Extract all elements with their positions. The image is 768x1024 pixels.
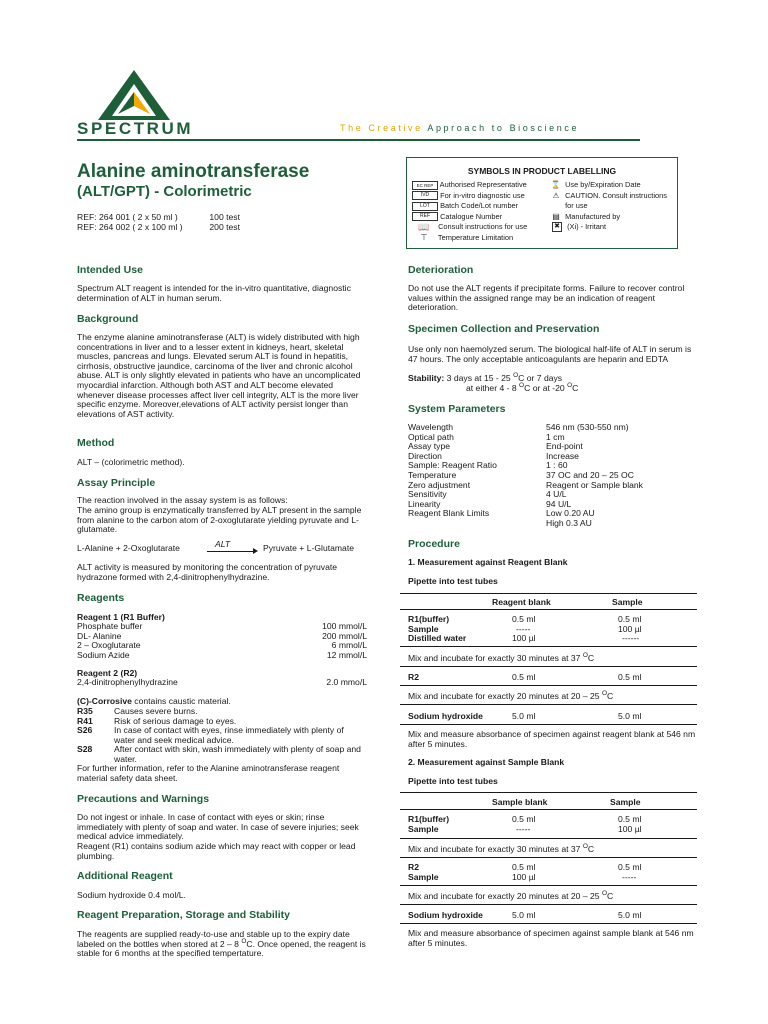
param-name: Reagent Blank Limits (408, 508, 490, 519)
table1-r2-row (408, 672, 698, 682)
table1-mix-step-1: Mix and incubate for exactly 30 minutes at 37 $^O$C (408, 652, 595, 663)
spectrum-logo-icon (98, 70, 170, 120)
stability-part: C or at -20 (524, 382, 568, 393)
intended-use-text: Spectrum ALT reagent is intended for the in-vitro quantitative, diagnostic determination of ALT in human serum. (77, 283, 351, 303)
symbol-label: Temperature Limitation (437, 232, 514, 242)
table2-rule (400, 857, 697, 858)
param-name (408, 519, 546, 529)
risk-row (77, 745, 367, 764)
tagline-rest: Approach to Bioscience (427, 123, 580, 133)
row-label: Sample (408, 823, 439, 834)
symbol-label: Catalogue Number (440, 211, 503, 221)
spectrum-logo (98, 70, 170, 120)
heading-procedure: Procedure (408, 538, 460, 550)
param-value: End-point (546, 441, 583, 452)
cell-reagent-blank: 100 µl (512, 633, 536, 643)
risk-text: Causes severe burns. (114, 706, 198, 716)
ivd-icon: IVD (412, 191, 438, 200)
assay-intro-text: The reaction involved in the assay system is as follows: (77, 495, 288, 505)
risk-code: S26 (77, 725, 93, 736)
param-value: 4 U/L (546, 489, 567, 500)
reagent2-list (77, 678, 367, 688)
degree-symbol: O (582, 652, 588, 660)
table2-body (408, 815, 698, 834)
param-row (408, 519, 698, 529)
reagent-name: Sodium Azide (77, 649, 130, 660)
heading-reagents: Reagents (77, 592, 125, 604)
cell-sample: 5.0 ml (618, 711, 642, 721)
degree-symbol: O (241, 937, 247, 945)
pipette-instruction-2: Pipette into test tubes (408, 776, 498, 786)
cell-sample-blank: 100 µl (512, 871, 536, 882)
reagent1-list (77, 622, 367, 660)
cell-sample: ------ (622, 633, 640, 643)
cell-sample: 0.5 ml (618, 814, 642, 824)
reagent-value: 6 mmol/L (331, 640, 367, 651)
reagent-name: 2,4-dinitrophenylhydrazine (77, 677, 178, 687)
param-value: 1 cm (546, 431, 565, 442)
degree-symbol: O (601, 690, 608, 698)
symbol-label: Batch Code/Lot number (440, 201, 519, 210)
heading-specimen: Specimen Collection and Preservation (408, 323, 600, 335)
symbol-label: Manufactured by (565, 211, 621, 221)
symbol-label: Use by/Expiration Date (565, 180, 641, 189)
symbols-box (406, 157, 678, 249)
row-label: R1(buffer) (408, 814, 450, 824)
corrosive-label: (C)-Corrosive (77, 696, 132, 706)
symbol-row (412, 212, 527, 223)
symbol-label: Consult instructions for use (438, 222, 528, 231)
hourglass-icon: ⌛ (551, 180, 561, 189)
param-name: Optical path (408, 431, 454, 442)
table2-col-sample: Sample (610, 797, 641, 807)
ref-row-2 (77, 223, 240, 233)
row-label: Distilled water (408, 633, 467, 643)
symbol-label: For in-vitro diagnostic use (440, 190, 525, 200)
table2-rule (400, 885, 697, 886)
cell-reagent-blank: 0.5 ml (512, 614, 536, 624)
product-title: Alanine aminotransferase (77, 161, 310, 182)
symbol-row (412, 180, 527, 191)
symbol-row (549, 180, 667, 191)
param-name: Direction (408, 450, 442, 461)
cell-sample-blank: 5.0 ml (512, 910, 536, 920)
cell-sample: 100 µl (618, 623, 642, 634)
tagline (340, 123, 579, 133)
symbol-row (412, 201, 527, 212)
reagent-row (77, 678, 367, 688)
ec-rep-icon: EC REP (412, 181, 438, 190)
ref-code: REF: 264 001 ( 2 x 50 ml ) (77, 212, 178, 222)
table1-col-sample: Sample (612, 597, 643, 607)
degree-symbol: O (519, 381, 525, 389)
row-label: Sample (408, 623, 439, 634)
table1-col-reagent-blank: Reagent blank (492, 597, 551, 607)
row-label: R1(buffer) (408, 614, 450, 624)
heading-precautions: Precautions and Warnings (77, 793, 210, 805)
symbol-row (549, 201, 667, 212)
table2-r2-block (408, 863, 698, 882)
table1-rule (400, 646, 697, 647)
param-name: Temperature (408, 469, 457, 480)
reaction-arrow-icon (207, 551, 255, 552)
table1-rule (400, 704, 697, 705)
precautions-text: Do not ingest or inhale. In case of contact with eyes or skin; rinse immediately with plenty of soap and water. In case of severe injuries; seek medical advice immediately. (77, 812, 359, 842)
row-label: Sample (408, 871, 439, 882)
param-value: 1 : 60 (546, 460, 568, 471)
system-parameters-list (408, 423, 698, 529)
table2-measure-text: Mix and measure absorbance of specimen against sample blank at 546 nm after 5 minutes. (408, 928, 694, 948)
warning-icon: ⚠ (552, 190, 560, 200)
equation-right: Pyruvate + L-Glutamate (263, 543, 354, 553)
table-row (408, 634, 698, 644)
ref-code: REF: 264 002 ( 2 x 100 ml ) (77, 222, 183, 232)
param-name: Wavelength (408, 422, 454, 432)
reagent1-title: Reagent 1 (R1 Buffer) (77, 612, 165, 622)
reaction-arrowhead-icon (253, 548, 258, 554)
ref-icon: REF (412, 212, 438, 221)
symbol-row (412, 222, 527, 233)
header-divider (77, 139, 640, 141)
param-name: Assay type (408, 441, 451, 452)
reagent-name: 2 – Oxoglutarate (77, 640, 141, 651)
preparation-text (77, 930, 367, 959)
sodium-azide-warning: Reagent (R1) contains sodium azide which may react with copper or lead plumbing. (77, 841, 356, 861)
row-label: R2 (408, 862, 419, 872)
heading-intended-use: Intended Use (77, 264, 143, 276)
additional-reagent-text: Sodium hydroxide 0.4 mol/L. (77, 890, 186, 900)
mix-text: Mix and incubate for exactly 20 minutes at 20 – 25 (408, 691, 602, 701)
symbol-row (412, 233, 527, 244)
mix-text: Mix and incubate for exactly 30 minutes at 37 (408, 844, 583, 854)
table2-mix-step-1: Mix and incubate for exactly 30 minutes at 37 $^O$C (408, 843, 595, 854)
param-value: 37 OC and 20 – 25 OC (546, 469, 634, 480)
reagent-name: Phosphate buffer (77, 621, 143, 631)
cell-sample: 0.5 ml (618, 672, 642, 682)
product-subtitle (77, 183, 252, 200)
table1-rule (400, 685, 697, 686)
ref-qty: 200 test (209, 222, 240, 232)
background-text: The enzyme alanine aminotransferase (ALT) is widely distributed with high concentrations in liver and to a lesser extent in kidneys, heart, skeletal muscles, pancreas and lungs. Elevated serum ALT is found in hepatitis, cirrhosis, obstructive jaundice, carcinoma of the liver and chronic alcohol abuse. ALT is only slightly elevated in patients who have an uncomplicated myocardial infarction. Although both AST and ALT become elevated whenever disease processes affect liver cell integrity, ALT is the more liver specific enzyme. Moreover,elevations of ALT activity persist longer than elevations of AST activity. (77, 332, 361, 419)
cell-sample: 0.5 ml (618, 862, 642, 872)
assay-description-text: The amino group is enzymatically transferred by ALT present in the sample from alanine to the carbon atom of 2-oxoglutarate yielding pyruvate and L-glutamate. (77, 505, 362, 535)
reagent-row (77, 651, 367, 661)
method-text: ALT – (colorimetric method). (77, 457, 185, 467)
table1-header-rule (400, 609, 697, 610)
symbol-label: for use (565, 201, 588, 210)
risk-text: In case of contact with eyes, rinse immediately with plenty of water and seek medical advice. (114, 725, 344, 745)
stability-text (408, 374, 698, 393)
further-info-text: For further information, refer to the Alanine aminotransferase reagent material safety data sheet. (77, 763, 340, 783)
table-row (408, 863, 698, 873)
stability-part: C (572, 382, 579, 393)
table-row (408, 873, 698, 883)
reagent-value: 200 mmol/L (322, 630, 367, 641)
reagent-value: 12 mmol/L (326, 649, 367, 660)
symbol-row (549, 212, 667, 223)
degree-symbol: O (513, 372, 519, 380)
row-label: Sodium hydroxide (408, 910, 483, 920)
book-icon: 📖 (418, 221, 430, 232)
table2-top-rule (400, 792, 697, 793)
table1-rule (400, 666, 697, 667)
preparation-text-part: The reagents are supplied ready-to-use and stable up to the expiry date labeled on the bottles when stored at 2 – 8 (77, 929, 350, 949)
table2-rule (400, 838, 697, 839)
mix-text: Mix and incubate for exactly 20 minutes at 20 – 25 (408, 891, 602, 901)
param-name: Sample: Reagent Ratio (408, 460, 497, 471)
symbol-row (549, 191, 667, 202)
table1-naoh-row (408, 711, 698, 721)
procedure-1-title: 1. Measurement against Reagent Blank (408, 557, 568, 567)
risk-row (77, 726, 367, 745)
cell-reagent-blank: ----- (516, 623, 531, 634)
param-name: Sensitivity (408, 489, 447, 500)
symbol-row (412, 191, 527, 202)
heading-deterioration: Deterioration (408, 264, 474, 276)
lot-icon: LOT (412, 202, 438, 211)
symbols-left-column (412, 180, 527, 243)
cell-reagent-blank: 5.0 ml (512, 711, 536, 721)
risk-code: R35 (77, 706, 93, 716)
symbols-title: SYMBOLS IN PRODUCT LABELLING (467, 166, 617, 176)
tagline-creative: The Creative (340, 123, 423, 133)
risk-text: After contact with skin, wash immediately with plenty of soap and water. (114, 744, 361, 764)
factory-icon: ▤ (552, 211, 560, 221)
risk-text: Risk of serious damage to eyes. (114, 715, 237, 726)
cell-sample-blank: ----- (516, 823, 531, 834)
heading-assay-principle: Assay Principle (77, 477, 156, 489)
param-value: 546 nm (530-550 nm) (546, 422, 629, 432)
table-row (408, 825, 698, 835)
degree-symbol: O (567, 381, 573, 389)
table2-bottom-rule (400, 923, 697, 924)
stability-part: C or 7 days (518, 373, 563, 383)
specimen-text: Use only non haemolyzed serum. The biological half-life of ALT in serum is 47 hours. The only acceptable anticoagulants are heparin and EDTA (408, 344, 692, 364)
subtitle-method: - Colorimetric (154, 183, 252, 200)
row-label: Sodium hydroxide (408, 711, 483, 721)
reagent-value: 2.0 mmo/L (326, 677, 367, 687)
brand-name: SPECTRUM (77, 119, 194, 138)
heading-system-parameters: System Parameters (408, 403, 506, 415)
symbol-label: (Xi) - Irritant (567, 222, 607, 231)
table1-bottom-rule (400, 724, 697, 725)
cell-reagent-blank: 0.5 ml (512, 672, 536, 682)
param-name: Zero adjustment (408, 479, 471, 490)
assay-measure-text: ALT activity is measured by monitoring the concentration of pyruvate hydrazone formed with 2,4-dinitrophenylhydrazine. (77, 562, 338, 582)
risk-code: R41 (77, 715, 93, 726)
symbol-label: Authorised Representative (439, 180, 527, 189)
table-row (408, 815, 698, 825)
procedure-2-title: 2. Measurement against Sample Blank (408, 757, 565, 767)
table1-top-rule (400, 593, 697, 594)
cell-sample: ----- (622, 871, 637, 882)
heading-preparation-storage: Reagent Preparation, Storage and Stability (77, 909, 290, 921)
pipette-instruction-1: Pipette into test tubes (408, 576, 498, 586)
reagent-name: DL- Alanine (77, 630, 122, 641)
equation-enzyme: ALT (215, 539, 231, 549)
symbol-label: CAUTION. Consult instructions (565, 190, 667, 200)
stability-label: Stability: (408, 373, 445, 383)
equation-left: L-Alanine + 2-Oxoglutarate (77, 543, 180, 553)
ref-qty: 100 test (209, 212, 240, 222)
risk-code: S28 (77, 744, 93, 755)
heading-method: Method (77, 437, 115, 449)
degree-symbol: O (582, 843, 588, 851)
param-value: Reagent or Sample blank (546, 479, 643, 490)
reagent2-title: Reagent 2 (R2) (77, 668, 138, 678)
table2-naoh-row (408, 910, 698, 920)
stability-part: 3 days at 15 - 25 (444, 373, 514, 383)
reagent-value: 100 mmol/L (322, 621, 367, 631)
preparation-text-part: C. Once opened, the reagent is stable for 6 months at the specified tempertature. (77, 938, 366, 959)
irritant-cross-icon: ✖ (552, 222, 562, 232)
param-value: Increase (546, 450, 579, 461)
symbols-right-column (549, 180, 667, 233)
mix-text: Mix and incubate for exactly 30 minutes at 37 (408, 653, 583, 663)
table2-header-rule (400, 809, 697, 810)
param-value: High 0.3 AU (546, 517, 592, 528)
param-value: Low 0.20 AU (546, 508, 595, 519)
thermometer-icon: ⊤ (420, 232, 428, 242)
risk-phrases (77, 707, 367, 765)
table2-rule (400, 904, 697, 905)
reaction-equation (77, 539, 367, 564)
table2-col-sample-blank: Sample blank (492, 797, 548, 807)
cell-sample-blank: 0.5 ml (512, 862, 536, 872)
subtitle-code: (ALT/GPT) (77, 183, 151, 200)
cell-sample-blank: 0.5 ml (512, 814, 536, 824)
corrosive-text: contains caustic material. (131, 696, 231, 706)
heading-background: Background (77, 313, 139, 325)
deterioration-text: Do not use the ALT regents if precipitate forms. Failure to recover control values within the assigned range may be an indication of reagent deterioration. (408, 283, 685, 313)
table1-mix-step-2: Mix and incubate for exactly 20 minutes at 20 – 25 $^O$C (408, 690, 614, 701)
table1-measure-text: Mix and measure absorbance of specimen against reagent blank at 546 nm after 5 minutes. (408, 729, 696, 749)
cell-sample: 100 µl (618, 823, 642, 834)
table-row (408, 615, 698, 625)
param-value: 94 U/L (546, 498, 572, 509)
heading-additional-reagent: Additional Reagent (77, 870, 173, 882)
symbol-row (549, 222, 667, 233)
row-label: R2 (408, 672, 419, 682)
table2-mix-step-2: Mix and incubate for exactly 20 minutes at 20 – 25 $^O$C (408, 890, 614, 901)
stability-part: at either 4 - 8 (466, 382, 520, 393)
table1-body (408, 615, 698, 644)
cell-sample: 0.5 ml (618, 614, 642, 624)
degree-symbol: O (601, 890, 608, 898)
param-name: Linearity (408, 498, 441, 509)
cell-sample: 5.0 ml (618, 910, 642, 920)
